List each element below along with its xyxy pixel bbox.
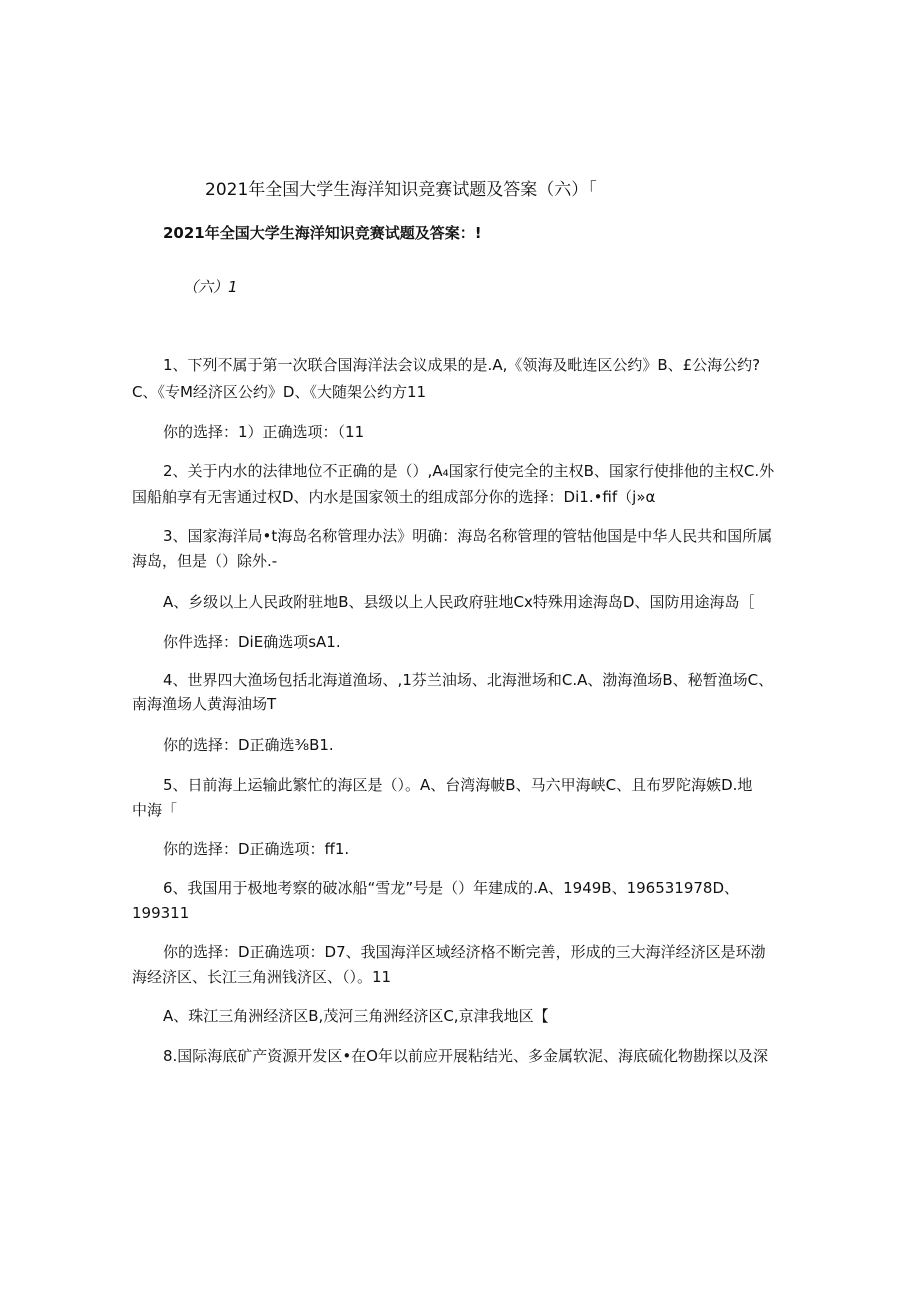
document-title: 2021年全国大学生海洋知识竞赛试题及答案（六）「 <box>205 180 597 200</box>
question-1-line-1: 1、下列不属于第一次联合国海洋法会议成果的是.A,《领海及毗连区公约》B、£公海公约? <box>163 356 761 374</box>
question-2-line-2: 国船舶享有无害通过权D、内水是国家领土的组成部分你的选择：Di1.•fif（j»α <box>132 488 656 506</box>
question-6-line-1: 6、我国用于极地考察的破冰船“雪龙”号是（）年建成的.A、1949B、196531978D、 <box>163 879 740 897</box>
answer-3: 你件选择：DiE确选项sA1. <box>163 633 341 651</box>
question-3-line-2: 海岛，但是（）除外.- <box>132 552 278 570</box>
question-4-line-2: 南海渔场人黄海油场T <box>132 695 277 713</box>
question-1-line-2: C、《专M经济区公约》D、《大随架公约方11 <box>132 383 427 401</box>
answer-1: 你的选择：1）正确选项：（11 <box>163 423 365 441</box>
document-subtitle: 2021年全国大学生海洋知识竞赛试题及答案：! <box>163 224 482 242</box>
question-5-line-2: 中海「 <box>132 801 178 819</box>
question-6-line-2: 199311 <box>132 904 190 922</box>
question-2-line-1: 2、关于内水的法律地位不正确的是（）,A₄国家行使完全的主权B、国家行使排他的主权C.外 <box>163 462 775 480</box>
question-3-line-1: 3、国家海洋局•t海岛名称管理办法》明确：海岛名称管理的管牯他国是中华人民共和国所属 <box>163 527 773 545</box>
question-3-options: A、乡级以上人民政附驻地B、县级以上人民政府驻地Cx特殊用途海岛D、国防用途海岛［ <box>163 593 755 611</box>
question-4-line-1: 4、世界四大渔场包括北海道渔场、,1芬兰油场、北海泄场和C.A、渤海渔场B、秘暂渔场C、 <box>163 671 774 689</box>
section-label: （六）1 <box>183 278 238 296</box>
question-5-line-1: 5、日前海上运输此繁忙的海区是（）。A、台湾海帔B、马六甲海峡C、且布罗陀海嫉D.地 <box>163 776 753 794</box>
question-7-line-2: 海经济区、长江三角洲钱济区、（）。11 <box>132 968 392 986</box>
answer-6-question-7: 你的选择：D正确选项：D7、我国海洋区域经济格不断完善，形成的三大海洋经济区是环渤 <box>163 943 766 961</box>
answer-4: 你的选择：D正确选⅜B1. <box>163 736 334 754</box>
answer-5: 你的选择：D正确选项：ff1. <box>163 840 350 858</box>
question-7-options: A、珠江三角洲经济区B,茂河三角洲经济区C,京津我地区【 <box>163 1007 549 1025</box>
question-8-line-1: 8.国际海底矿产资源开发区•在O年以前应开展粘结光、多金属软泥、海底硫化物勘探以及深 <box>163 1047 768 1065</box>
